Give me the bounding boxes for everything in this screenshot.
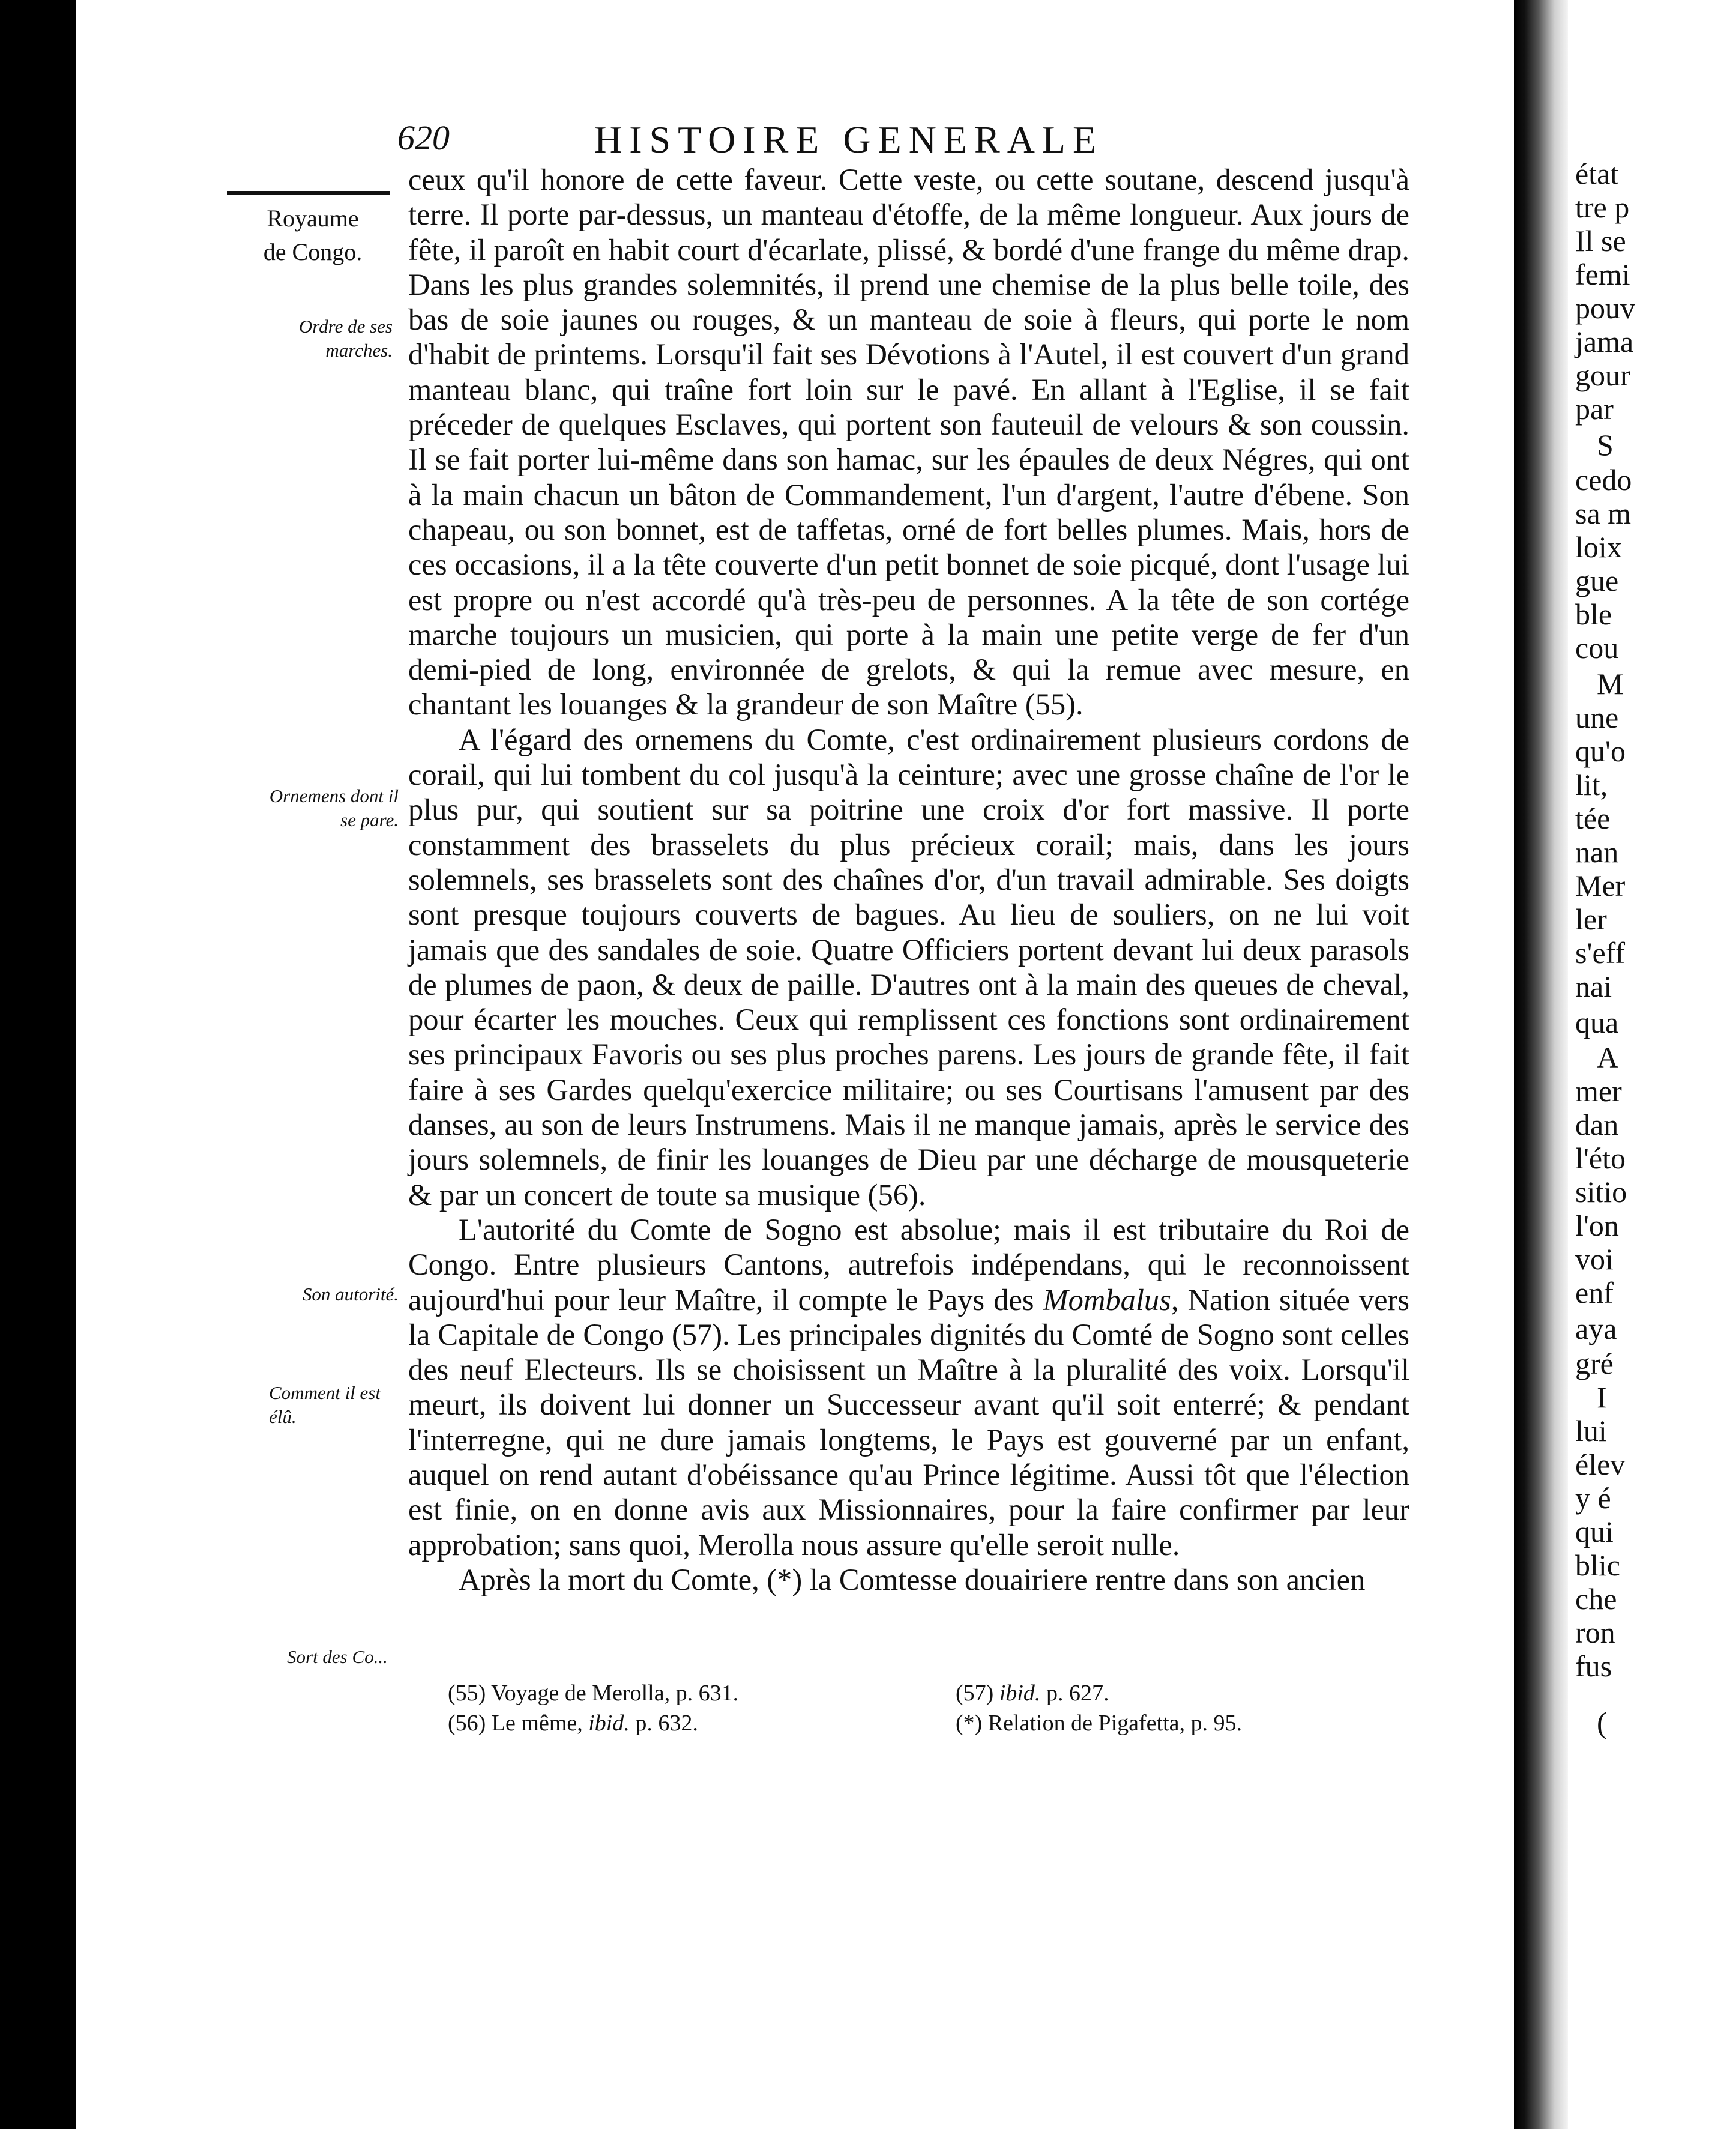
- margin-note-sort: Sort des Co...: [287, 1646, 388, 1667]
- facing-page-line: (: [1597, 1706, 1607, 1739]
- facing-page-line: tée: [1575, 802, 1611, 835]
- facing-page-line: élev: [1575, 1448, 1626, 1481]
- facing-page-line: qui: [1575, 1515, 1614, 1548]
- footnote-emphasis: ibid.: [999, 1681, 1041, 1706]
- facing-page: [1568, 0, 1736, 2129]
- facing-page-line: I: [1597, 1380, 1607, 1414]
- footnote-mark: (57): [956, 1681, 994, 1706]
- footnote: [448, 1708, 738, 1738]
- facing-page-line: dan: [1575, 1108, 1619, 1141]
- paragraph-text: L'autorité du Comte de Sogno est absolue; mais il est tributaire du Roi de Congo. Entre plusieurs Cantons, autrefois indépendans, qui le reconnoissent aujourd'hui pour leur Maître, il compte le Pays des: [408, 1212, 1409, 1317]
- book-gutter-shadow: [1514, 0, 1568, 2129]
- footnote-mark: (56): [448, 1711, 486, 1736]
- running-head-line: de Congo.: [263, 238, 363, 265]
- facing-page-line: S: [1597, 428, 1614, 462]
- footnote-mark: (55): [448, 1681, 486, 1706]
- footnote-text: p. 632.: [635, 1711, 698, 1736]
- facing-page-line: y é: [1575, 1481, 1611, 1515]
- footnote: [956, 1678, 1242, 1708]
- facing-page-line: gour: [1575, 358, 1630, 392]
- facing-page-line: Il se: [1575, 224, 1626, 258]
- footnote-text: p. 627.: [1046, 1681, 1109, 1706]
- paragraph: Après la mort du Comte, (*) la Comtesse douairiere rentre dans son ancien: [459, 1562, 1366, 1596]
- facing-page-line: sitio: [1575, 1175, 1627, 1209]
- facing-page-line: che: [1575, 1582, 1617, 1616]
- footnote-text: Relation de Pigafetta, p. 95.: [987, 1711, 1242, 1736]
- footnote-emphasis: ibid.: [588, 1711, 630, 1736]
- footnote: [448, 1678, 738, 1708]
- emphasis: Mombalus: [1043, 1282, 1171, 1317]
- paragraph: A l'égard des ornemens du Comte, c'est ordinairement plusieurs cordons de corail, qui lui tombent du col jusqu'à la ceinture; avec une grosse chaîne de l'or le plus pur, qui soutient sur sa poitrine une croix d'or fort massive. Il porte constamment des brasselets du plus précieux corail; mais, dans les jours solemnels, ses brasselets sont des chaînes d'or, d'un travail admirable. Ses doigts sont presque toujours couverts de bagues. Au lieu de souliers, on ne lui voit jamais que des sandales de soie. Quatre Officiers portent devant lui deux parasols de plumes de paon, & deux de paille. D'autres ont à la main des queues de cheval, pour écarter les mouches. Ceux qui remplissent ces fonctions sont ordinairement ses principaux Favoris ou ses plus proches parens. Les jours de grande fête, il fait faire à ses Gardes quelqu'exercice militaire; ou ses Courtisans l'amusent par des danses, au son de leurs Instrumens. Mais il ne manque jamais, après le service des jours solemnels, de finir les louanges de Dieu par une décharge de mousqueterie & par un concert de toute sa musique (56).: [408, 722, 1409, 1212]
- facing-page-line: l'on: [1575, 1209, 1619, 1242]
- facing-page-line: tre p: [1575, 190, 1630, 224]
- facing-page-line: lit,: [1575, 768, 1608, 802]
- margin-note-elu: Comment il est élû.: [269, 1382, 381, 1427]
- facing-page-line: ble: [1575, 597, 1612, 631]
- paragraph: ceux qu'il honore de cette faveur. Cette veste, ou cette soutane, descend jusqu'à terre. Il porte par-dessus, un manteau d'étoffe, de la même longueur. Aux jours de fête, il paroît en habit court d'écarlate, plissé, & bordé d'une frange du même drap. Dans les plus grandes solemnités, il prend une chemise de la plus belle toile, des bas de soie jaunes ou rouges, & un manteau de soie à fleurs, qui porte le nom d'habit de printems. Lorsqu'il fait ses Dévotions à l'Autel, il est couvert d'un grand manteau blanc, qui traîne fort loin sur le pavé. En allant à l'Eglise, il se fait préceder de quelques Esclaves, qui portent son fauteuil de velours & son coussin. Il se fait porter lui-même dans son hamac, sur les épaules de deux Négres, qui ont à la main chacun un bâton de Commandement, l'un d'argent, l'autre d'ébene. Son chapeau, ou son bonnet, est de taffetas, orné de fort belles plumes. Mais, hors de ces occasions, il a la tête couverte d'un petit bonnet de soie picqué, dont l'usage lui est propre ou n'est accordé qu'à très-peu de personnes. A la tête de son cortége marche toujours un musicien, qui porte à la main une petite verge de fer d'un demi-pied de long, environnée de grelots, & qui la remue avec mesure, en chantant les louanges & la grandeur de son Maître (55).: [408, 163, 1409, 722]
- facing-page-line: qua: [1575, 1006, 1619, 1039]
- facing-page-line: fus: [1575, 1649, 1612, 1683]
- facing-page-line: ler: [1575, 902, 1607, 936]
- facing-page-line: aya: [1575, 1312, 1617, 1345]
- facing-page-line: lui: [1575, 1414, 1607, 1448]
- footnote-mark: (*): [956, 1711, 983, 1736]
- facing-page-line: Mer: [1575, 869, 1626, 902]
- facing-page-line: ron: [1575, 1616, 1615, 1649]
- facing-page-line: qu'o: [1575, 734, 1626, 768]
- facing-page-line: blic: [1575, 1548, 1620, 1582]
- footnotes-left: [448, 1678, 738, 1738]
- page-number: 620: [397, 118, 450, 157]
- facing-page-line: M: [1597, 667, 1624, 701]
- facing-page-line: femi: [1575, 258, 1630, 291]
- running-title: HISTOIRE GENERALE: [594, 118, 1104, 161]
- facing-page-line: l'éto: [1575, 1141, 1626, 1175]
- facing-page-line: cou: [1575, 631, 1619, 665]
- facing-page-line: A: [1597, 1040, 1619, 1074]
- page-edge: [71, 0, 76, 2129]
- facing-page-line: nai: [1575, 970, 1612, 1003]
- facing-page-line: voi: [1575, 1242, 1614, 1276]
- facing-page-line: gré: [1575, 1347, 1614, 1380]
- running-head: [243, 202, 383, 269]
- facing-page-line: état: [1575, 157, 1619, 190]
- facing-page-line: gue: [1575, 564, 1619, 597]
- paragraph-text: , Nation située vers la Capitale de Congo (57). Les principales dignités du Comté de Sogno sont celles des neuf Electeurs. Ils se choisissent un Maître à la pluralité des voix. Lorsqu'il meurt, ils doivent lui donner un Successeur avant qu'il soit enterré; & pendant l'interregne, qui ne dure jamais longtems, le Pays est gouverné par un enfant, auquel on rend autant d'obéissance qu'au Prince légitime. Aussi tôt que l'élection est finie, on en donne avis aux Missionnaires, pour la faire confirmer par leur approbation; sans quoi, Merolla nous assure qu'elle seroit nulle.: [408, 1282, 1409, 1562]
- facing-page-line: pouv: [1575, 291, 1635, 325]
- facing-page-line: jama: [1575, 325, 1634, 358]
- margin-note-ordre: Ordre de ses marches.: [298, 316, 393, 361]
- facing-page-line: une: [1575, 701, 1619, 734]
- margin-note-autorite: Son autorité.: [302, 1284, 399, 1305]
- facing-page-line: mer: [1575, 1074, 1622, 1108]
- facing-page-line: loix: [1575, 530, 1622, 564]
- facing-page-line: nan: [1575, 835, 1619, 869]
- margin-rule: [227, 191, 390, 195]
- paragraph: [408, 1212, 1409, 1562]
- footnote-text: Voyage de Merolla, p. 631.: [491, 1681, 739, 1706]
- footnote: [956, 1708, 1242, 1738]
- running-head-line: Royaume: [267, 205, 359, 232]
- body-text: [408, 162, 1409, 1597]
- facing-page-line: enf: [1575, 1276, 1614, 1309]
- margin-note-ornemens: Ornemens dont il se pare.: [269, 785, 399, 830]
- facing-page-line: sa m: [1575, 497, 1632, 530]
- footnote-text: Le même,: [491, 1711, 583, 1736]
- facing-page-line: s'eff: [1575, 936, 1626, 970]
- footnotes-right: [956, 1678, 1242, 1738]
- facing-page-line: par: [1575, 392, 1614, 426]
- facing-page-line: cedo: [1575, 463, 1632, 497]
- left-page: [71, 0, 1514, 2129]
